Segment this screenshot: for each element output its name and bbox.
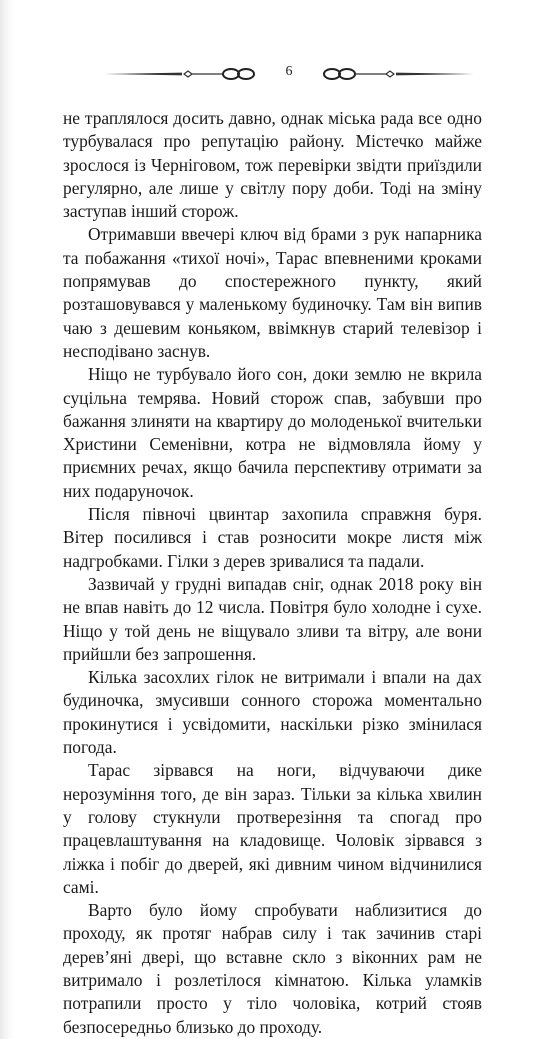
paragraph: Варто було йому спробувати наблизитися до проходу, як протяг набрав силу і так зачинив старі дерев’яні двері, що вставне скло з віконних рам не витримало і розлетілося кімнатою. Кілька уламків потрапили просто у тіло чоловіка, котрий стояв безпосередньо близько до проходу. [63, 900, 482, 1037]
page-header [104, 60, 474, 88]
paragraph: не траплялося досить давно, однак міська рада все одно турбувалася про репутацію району. Містечко майже зрослося із Черніговом, тож перевірки звідти приїздили регулярно, але лише у світлу пору доби. Тоді на зміну заступав інший сторож. [63, 108, 482, 222]
paragraph: Зазвичай у грудні випадав сніг, однак 2018 року він не впав навіть до 12 числа. Повітря було холодне і сухе. Ніщо у той день не віщувало зливи та вітру, але вони прийшли без запрошення. [63, 573, 482, 664]
paragraph: Ніщо не турбувало його сон, доки землю не вкрила суцільна темрява. Новий сторож спав, забувши про бажання злиняти на квартиру до молоденької вчительки Христини Семенівни, котра не відмовляла йому у приємних речах, якщо бачила перспективу отримати за них подаруночок. [63, 364, 482, 501]
paragraph: Отримавши ввечері ключ від брами з рук напарника та побажання «тихої ночі», Тарас впевненими кроками попрямував до спостережного пункту, який розташовувався у маленькому будиночку. Там він випив чаю з дешевим коньяком, ввімкнув старий телевізор і несподівано заснув. [63, 224, 482, 361]
paragraph: Після півночі цвинтар захопила справжня буря. Вітер посилився і став розносити мокре листя між надгробками. Гілки з дерев зривалися та падали. [63, 504, 482, 571]
body-text [63, 107, 482, 1039]
paragraph: Тарас зірвався на ноги, відчуваючи дике нерозуміння того, де він зараз. Тільки за кілька хвилин у голову стукнули протверезіння та спогад про працевлаштування на кладовище. Чоловік зірвався з ліжка і побіг до дверей, які дивним чином відчинилися самі. [63, 760, 482, 897]
paragraph: Кілька засохлих гілок не витримали і впали на дах будиночка, змусивши сонного сторожа моментально прокинутися і усвідомити, наскільки різко змінилася погода. [63, 667, 482, 758]
page-number: 6 [285, 64, 293, 79]
